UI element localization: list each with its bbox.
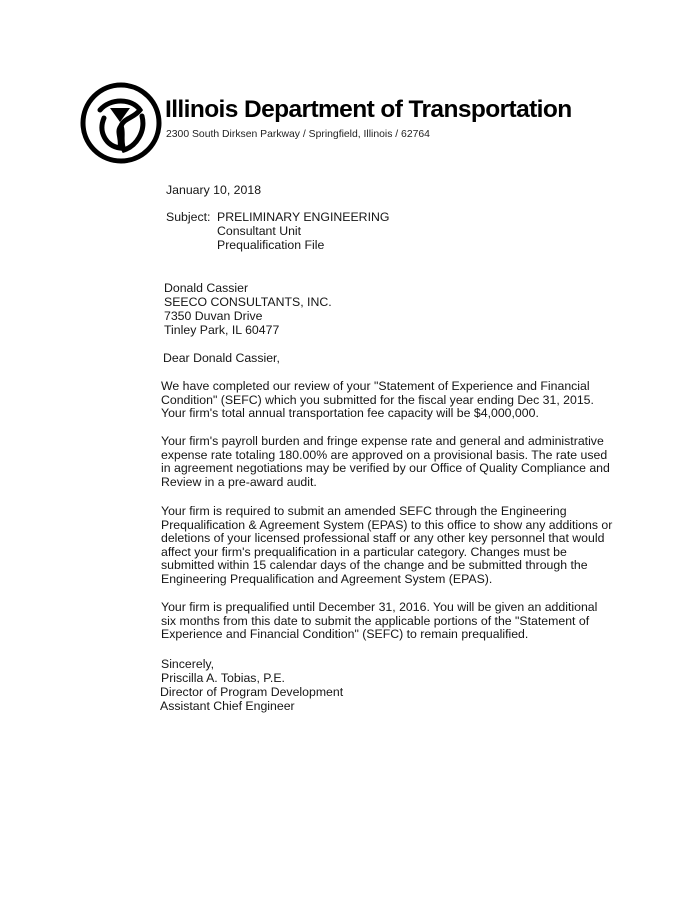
signer-title: Director of Program Development [160, 685, 344, 699]
paragraph-line: submitted within 15 calendar days of the change and be submitted through the [161, 558, 588, 573]
paragraph-line: Prequalification & Agreement System (EPAS) to this office to show any additions or [161, 517, 613, 532]
paragraph-line: Your firm is prequalified until December 31, 2016. You will be given an additional [161, 600, 598, 614]
paragraph-line: Experience and Financial Condition" (SEFC) to remain prequalified. [161, 627, 529, 642]
paragraph-line: Engineering Prequalification and Agreement System (EPAS). [161, 571, 493, 586]
paragraph-line: Condition" (SEFC) which you submitted for the fiscal year ending Dec 31, 2015. [161, 392, 594, 407]
body-paragraph [161, 601, 597, 642]
paragraph-line: Review in a pre-award audit. [161, 474, 317, 489]
idot-logo-icon [80, 82, 162, 164]
letter-date: January 10, 2018 [166, 183, 262, 197]
organization-name: Illinois Department of Transportation [165, 96, 572, 123]
recipient-street: 7350 Duvan Drive [164, 309, 263, 323]
recipient-company: SEECO CONSULTANTS, INC. [164, 295, 332, 309]
recipient-name: Donald Cassier [164, 281, 249, 295]
signer-name: Priscilla A. Tobias, P.E. [161, 671, 285, 685]
subject-line: PRELIMINARY ENGINEERING [217, 210, 390, 224]
paragraph-line: affect your firm's prequalification in a particular category. Changes must be [161, 544, 567, 559]
body-paragraph [161, 505, 612, 587]
recipient-city: Tinley Park, IL 60477 [164, 323, 280, 337]
paragraph-line: expense rate totaling 180.00% are approved on a provisional basis. The rate used [161, 447, 608, 462]
paragraph-line: Your firm's payroll burden and fringe expense rate and general and administrative [161, 434, 604, 448]
paragraph-line: Your firm's total annual transportation fee capacity will be $4,000,000. [161, 406, 539, 421]
paragraph-line: deletions of your licensed professional staff or any other key personnel that would [161, 531, 605, 546]
salutation: Dear Donald Cassier, [163, 351, 280, 365]
organization-address: 2300 South Dirksen Parkway / Springfield, Illinois / 62764 [166, 129, 430, 140]
paragraph-line: in agreement negotiations may be verified by our Office of Quality Compliance and [161, 461, 610, 476]
subject-line: Consultant Unit [217, 224, 302, 238]
paragraph-line: six months from this date to submit the applicable portions of the "Statement of [161, 613, 590, 628]
subject-label: Subject: [166, 210, 211, 224]
subject-line: Prequalification File [217, 238, 325, 252]
closing: Sincerely, [161, 657, 215, 671]
signer-title: Assistant Chief Engineer [160, 699, 295, 713]
paragraph-line: Your firm is required to submit an amended SEFC through the Engineering [161, 504, 567, 518]
body-paragraph [161, 380, 594, 421]
paragraph-line: We have completed our review of your "Statement of Experience and Financial [161, 379, 590, 393]
body-paragraph [161, 435, 610, 489]
